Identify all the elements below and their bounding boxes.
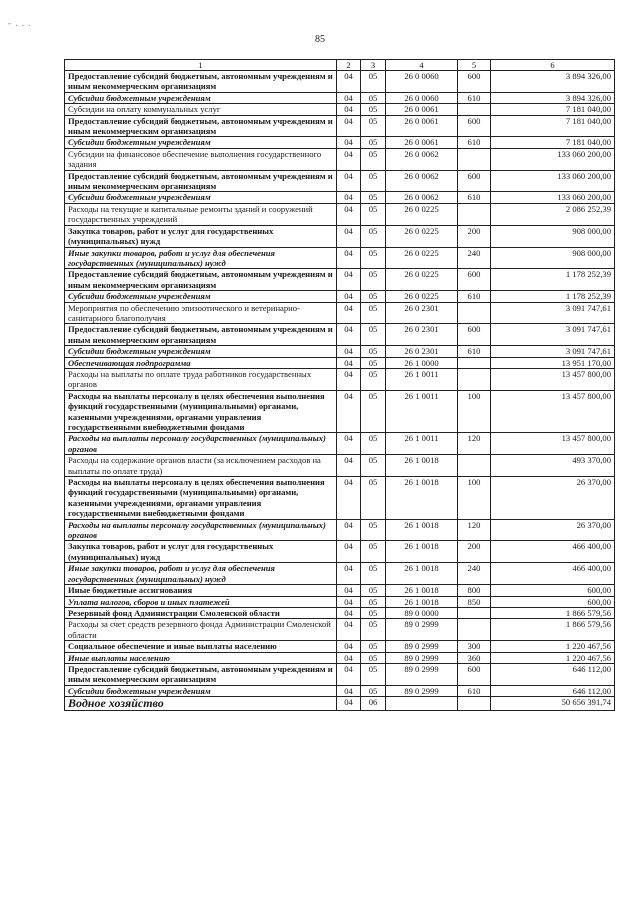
target-article-cell: 26 1 0018 xyxy=(386,455,458,477)
section-code-cell: 04 xyxy=(337,697,361,711)
target-article-cell: 26 1 0018 xyxy=(386,585,458,596)
target-article-cell: 26 0 0225 xyxy=(386,203,458,225)
row-name-cell: Субсидии бюджетным учреждениям xyxy=(65,685,337,696)
subsection-code-cell: 05 xyxy=(361,663,386,685)
row-name-cell: Обеспечивающая подпрограмма xyxy=(65,357,337,368)
section-code-cell: 04 xyxy=(337,357,361,368)
table-row xyxy=(65,455,615,477)
subsection-code-cell: 05 xyxy=(361,641,386,652)
row-name-cell: Мероприятия по обеспечению эпизоотического и ветеринарно-санитарного благополучия xyxy=(65,302,337,324)
row-name-cell: Расходы на выплаты по оплате труда работников государственных органов xyxy=(65,368,337,390)
expense-type-cell xyxy=(458,203,491,225)
row-name-cell: Субсидии на оплату коммунальных услуг xyxy=(65,104,337,115)
target-article-cell: 26 0 0060 xyxy=(386,71,458,93)
section-code-cell: 04 xyxy=(337,619,361,641)
amount-cell: 26 370,00 xyxy=(491,519,615,541)
table-row xyxy=(65,477,615,520)
amount-cell: 7 181 040,00 xyxy=(491,137,615,148)
amount-cell: 1 220 467,56 xyxy=(491,652,615,663)
amount-cell: 7 181 040,00 xyxy=(491,104,615,115)
expense-type-cell: 240 xyxy=(458,563,491,585)
amount-cell: 908 000,00 xyxy=(491,247,615,269)
target-article-cell xyxy=(386,697,458,711)
subsection-code-cell: 05 xyxy=(361,302,386,324)
row-name-cell: Расходы на выплаты персоналу государственных (муниципальных) органов xyxy=(65,519,337,541)
expense-type-cell: 610 xyxy=(458,92,491,103)
target-article-cell: 26 0 0060 xyxy=(386,92,458,103)
expense-type-cell: 300 xyxy=(458,641,491,652)
table-row xyxy=(65,607,615,618)
target-article-cell: 26 1 0018 xyxy=(386,563,458,585)
amount-cell: 1 220 467,56 xyxy=(491,641,615,652)
row-name-cell: Иные закупки товаров, работ и услуг для обеспечения государственных (муниципальных) нужд xyxy=(65,563,337,585)
target-article-cell: 26 0 2301 xyxy=(386,324,458,346)
section-code-cell: 04 xyxy=(337,346,361,357)
section-code-cell: 04 xyxy=(337,302,361,324)
header-cell-3: 3 xyxy=(361,60,386,71)
section-code-cell: 04 xyxy=(337,148,361,170)
section-code-cell: 04 xyxy=(337,596,361,607)
row-name-cell: Иные закупки товаров, работ и услуг для обеспечения государственных (муниципальных) нужд xyxy=(65,247,337,269)
row-name-cell: Закупка товаров, работ и услуг для государственных (муниципальных) нужд xyxy=(65,225,337,247)
target-article-cell: 26 1 0018 xyxy=(386,541,458,563)
section-code-cell: 04 xyxy=(337,607,361,618)
row-name-cell: Расходы за счет средств резервного фонда Администрации Смоленской области xyxy=(65,619,337,641)
subsection-code-cell: 05 xyxy=(361,137,386,148)
expense-type-cell: 600 xyxy=(458,324,491,346)
amount-cell: 13 951 170,00 xyxy=(491,357,615,368)
target-article-cell: 26 0 0225 xyxy=(386,247,458,269)
row-name-cell: Предоставление субсидий бюджетным, автономным учреждениям и иным некоммерческим организациям xyxy=(65,115,337,137)
header-row xyxy=(65,60,615,71)
target-article-cell: 26 0 0062 xyxy=(386,192,458,203)
section-code-cell: 04 xyxy=(337,291,361,302)
expense-type-cell xyxy=(458,619,491,641)
subsection-code-cell: 05 xyxy=(361,585,386,596)
amount-cell: 1 178 252,39 xyxy=(491,269,615,291)
amount-cell: 600,00 xyxy=(491,585,615,596)
amount-cell: 646 112,00 xyxy=(491,663,615,685)
table-row xyxy=(65,357,615,368)
expense-type-cell: 600 xyxy=(458,663,491,685)
row-name-cell: Предоставление субсидий бюджетным, автономным учреждениям и иным некоммерческим организациям xyxy=(65,663,337,685)
table-row xyxy=(65,368,615,390)
table-row xyxy=(65,619,615,641)
section-code-cell: 04 xyxy=(337,368,361,390)
table-row xyxy=(65,585,615,596)
target-article-cell: 89 0 2999 xyxy=(386,652,458,663)
table-row xyxy=(65,170,615,192)
amount-cell: 908 000,00 xyxy=(491,225,615,247)
section-code-cell: 04 xyxy=(337,663,361,685)
section-code-cell: 04 xyxy=(337,641,361,652)
subsection-code-cell: 05 xyxy=(361,148,386,170)
amount-cell: 466 400,00 xyxy=(491,541,615,563)
amount-cell: 13 457 800,00 xyxy=(491,368,615,390)
target-article-cell: 26 0 2301 xyxy=(386,346,458,357)
row-name-cell: Предоставление субсидий бюджетным, автономным учреждениям и иным некоммерческим организациям xyxy=(65,170,337,192)
header-cell-1: 1 xyxy=(65,60,337,71)
subsection-code-cell: 05 xyxy=(361,685,386,696)
subsection-code-cell: 05 xyxy=(361,619,386,641)
target-article-cell: 26 0 0061 xyxy=(386,137,458,148)
expense-type-cell xyxy=(458,104,491,115)
page-number: 85 xyxy=(315,34,325,45)
subsection-code-cell: 05 xyxy=(361,203,386,225)
subsection-code-cell: 05 xyxy=(361,563,386,585)
section-code-cell: 04 xyxy=(337,269,361,291)
row-name-cell: Предоставление субсидий бюджетным, автономным учреждениям и иным некоммерческим организациям xyxy=(65,324,337,346)
table-row xyxy=(65,541,615,563)
row-name-cell: Предоставление субсидий бюджетным, автономным учреждениям и иным некоммерческим организациям xyxy=(65,71,337,93)
section-code-cell: 04 xyxy=(337,390,361,433)
section-code-cell: 04 xyxy=(337,203,361,225)
expense-type-cell: 610 xyxy=(458,346,491,357)
table-row xyxy=(65,663,615,685)
amount-cell: 3 091 747,61 xyxy=(491,346,615,357)
table-row xyxy=(65,92,615,103)
subsection-code-cell: 05 xyxy=(361,192,386,203)
table-row xyxy=(65,137,615,148)
expense-type-cell: 200 xyxy=(458,541,491,563)
expense-type-cell: 800 xyxy=(458,585,491,596)
target-article-cell: 89 0 2999 xyxy=(386,663,458,685)
target-article-cell: 89 0 2999 xyxy=(386,641,458,652)
target-article-cell: 89 0 2999 xyxy=(386,685,458,696)
table-row xyxy=(65,596,615,607)
header-cell-4: 4 xyxy=(386,60,458,71)
amount-cell: 1 866 579,56 xyxy=(491,607,615,618)
table-row xyxy=(65,652,615,663)
subsection-code-cell: 05 xyxy=(361,433,386,455)
expense-type-cell: 610 xyxy=(458,192,491,203)
table-row xyxy=(65,519,615,541)
subsection-code-cell: 05 xyxy=(361,104,386,115)
target-article-cell: 26 1 0011 xyxy=(386,433,458,455)
header-cell-6: 6 xyxy=(491,60,615,71)
subsection-code-cell: 06 xyxy=(361,697,386,711)
amount-cell: 3 894 326,00 xyxy=(491,92,615,103)
expense-type-cell: 610 xyxy=(458,291,491,302)
section-code-cell: 04 xyxy=(337,433,361,455)
amount-cell: 13 457 800,00 xyxy=(491,390,615,433)
row-name-cell: Расходы на выплаты персоналу в целях обеспечения выполнения функций государственными (муниципальными) органами, казенными учреждениями, органами управления государственными внебюджетными фондами xyxy=(65,477,337,520)
amount-cell: 133 060 200,00 xyxy=(491,148,615,170)
amount-cell: 50 656 391,74 xyxy=(491,697,615,711)
target-article-cell: 26 0 0061 xyxy=(386,115,458,137)
amount-cell: 7 181 040,00 xyxy=(491,115,615,137)
subsection-code-cell: 05 xyxy=(361,477,386,520)
section-code-cell: 04 xyxy=(337,455,361,477)
amount-cell: 3 091 747,61 xyxy=(491,324,615,346)
section-code-cell: 04 xyxy=(337,652,361,663)
subsection-code-cell: 05 xyxy=(361,541,386,563)
table-row xyxy=(65,563,615,585)
header-cell-5: 5 xyxy=(458,60,491,71)
table-row xyxy=(65,148,615,170)
section-code-cell: 04 xyxy=(337,324,361,346)
section-code-cell: 04 xyxy=(337,225,361,247)
amount-cell: 466 400,00 xyxy=(491,563,615,585)
amount-cell: 133 060 200,00 xyxy=(491,170,615,192)
expense-type-cell: 600 xyxy=(458,71,491,93)
subsection-code-cell: 05 xyxy=(361,225,386,247)
subsection-code-cell: 05 xyxy=(361,652,386,663)
row-name-cell: Расходы на текущие и капитальные ремонты зданий и сооружений государственных учреждений xyxy=(65,203,337,225)
row-name-cell: Субсидии бюджетным учреждениям xyxy=(65,137,337,148)
subsection-code-cell: 05 xyxy=(361,115,386,137)
subsection-code-cell: 05 xyxy=(361,390,386,433)
subsection-code-cell: 05 xyxy=(361,607,386,618)
amount-cell: 3 894 326,00 xyxy=(491,71,615,93)
section-code-cell: 04 xyxy=(337,71,361,93)
subsection-code-cell: 05 xyxy=(361,92,386,103)
target-article-cell: 26 0 0225 xyxy=(386,269,458,291)
amount-cell: 3 091 747,61 xyxy=(491,302,615,324)
table-row xyxy=(65,641,615,652)
target-article-cell: 26 1 0011 xyxy=(386,368,458,390)
section-code-cell: 04 xyxy=(337,137,361,148)
amount-cell: 600,00 xyxy=(491,596,615,607)
subsection-code-cell: 05 xyxy=(361,346,386,357)
table-row xyxy=(65,324,615,346)
subsection-code-cell: 05 xyxy=(361,291,386,302)
table-row xyxy=(65,192,615,203)
expense-type-cell: 850 xyxy=(458,596,491,607)
row-name-cell: Водное хозяйство xyxy=(65,697,337,711)
row-name-cell: Закупка товаров, работ и услуг для государственных (муниципальных) нужд xyxy=(65,541,337,563)
section-code-cell: 04 xyxy=(337,585,361,596)
subsection-code-cell: 05 xyxy=(361,71,386,93)
subsection-code-cell: 05 xyxy=(361,357,386,368)
expense-type-cell xyxy=(458,607,491,618)
row-name-cell: Расходы на содержание органов власти (за исключением расходов на выплаты по оплате труда) xyxy=(65,455,337,477)
row-name-cell: Субсидии бюджетным учреждениям xyxy=(65,291,337,302)
row-name-cell: Предоставление субсидий бюджетным, автономным учреждениям и иным некоммерческим организациям xyxy=(65,269,337,291)
row-name-cell: Иные бюджетные ассигнования xyxy=(65,585,337,596)
target-article-cell: 26 1 0000 xyxy=(386,357,458,368)
amount-cell: 1 178 252,39 xyxy=(491,291,615,302)
subsection-code-cell: 05 xyxy=(361,519,386,541)
target-article-cell: 26 0 0061 xyxy=(386,104,458,115)
amount-cell: 493 370,00 xyxy=(491,455,615,477)
header-cell-2: 2 xyxy=(337,60,361,71)
target-article-cell: 26 1 0011 xyxy=(386,390,458,433)
table-row xyxy=(65,291,615,302)
subsection-code-cell: 05 xyxy=(361,596,386,607)
subsection-code-cell: 05 xyxy=(361,455,386,477)
expense-type-cell: 600 xyxy=(458,269,491,291)
expense-type-cell: 120 xyxy=(458,433,491,455)
table-row xyxy=(65,225,615,247)
section-code-cell: 04 xyxy=(337,170,361,192)
table-row xyxy=(65,203,615,225)
table-row xyxy=(65,346,615,357)
target-article-cell: 26 0 0062 xyxy=(386,148,458,170)
section-code-cell: 04 xyxy=(337,92,361,103)
target-article-cell: 26 0 0225 xyxy=(386,291,458,302)
expense-type-cell: 100 xyxy=(458,477,491,520)
target-article-cell: 26 0 0062 xyxy=(386,170,458,192)
row-name-cell: Иные выплаты населению xyxy=(65,652,337,663)
row-name-cell: Социальное обеспечение и иные выплаты населению xyxy=(65,641,337,652)
expense-type-cell: 610 xyxy=(458,685,491,696)
section-code-cell: 04 xyxy=(337,541,361,563)
target-article-cell: 89 0 0000 xyxy=(386,607,458,618)
row-name-cell: Расходы на выплаты персоналу государственных (муниципальных) органов xyxy=(65,433,337,455)
expense-type-cell: 600 xyxy=(458,170,491,192)
target-article-cell: 26 0 0225 xyxy=(386,225,458,247)
subsection-code-cell: 05 xyxy=(361,368,386,390)
expense-type-cell: 100 xyxy=(458,390,491,433)
section-code-cell: 04 xyxy=(337,685,361,696)
target-article-cell: 26 1 0018 xyxy=(386,477,458,520)
budget-table xyxy=(64,59,615,711)
target-article-cell: 26 1 0018 xyxy=(386,596,458,607)
row-name-cell: Субсидии бюджетным учреждениям xyxy=(65,346,337,357)
amount-cell: 1 866 579,56 xyxy=(491,619,615,641)
amount-cell: 2 086 252,39 xyxy=(491,203,615,225)
expense-type-cell: 120 xyxy=(458,519,491,541)
table-row xyxy=(65,269,615,291)
expense-type-cell xyxy=(458,148,491,170)
table-row xyxy=(65,247,615,269)
target-article-cell: 26 1 0018 xyxy=(386,519,458,541)
row-name-cell: Уплата налогов, сборов и иных платежей xyxy=(65,596,337,607)
expense-type-cell: 200 xyxy=(458,225,491,247)
amount-cell: 13 457 800,00 xyxy=(491,433,615,455)
table-row xyxy=(65,115,615,137)
table-row xyxy=(65,104,615,115)
target-article-cell: 89 0 2999 xyxy=(386,619,458,641)
section-code-cell: 04 xyxy=(337,192,361,203)
expense-type-cell xyxy=(458,357,491,368)
table-row xyxy=(65,685,615,696)
table-row xyxy=(65,697,615,711)
amount-cell: 646 112,00 xyxy=(491,685,615,696)
section-code-cell: 04 xyxy=(337,104,361,115)
expense-type-cell xyxy=(458,368,491,390)
section-code-cell: 04 xyxy=(337,477,361,520)
row-name-cell: Субсидии бюджетным учреждениям xyxy=(65,192,337,203)
target-article-cell: 26 0 2301 xyxy=(386,302,458,324)
expense-type-cell xyxy=(458,302,491,324)
expense-type-cell xyxy=(458,455,491,477)
table-row xyxy=(65,390,615,433)
table-row xyxy=(65,71,615,93)
expense-type-cell: 600 xyxy=(458,115,491,137)
expense-type-cell: 610 xyxy=(458,137,491,148)
subsection-code-cell: 05 xyxy=(361,324,386,346)
amount-cell: 26 370,00 xyxy=(491,477,615,520)
row-name-cell: Субсидии на финансовое обеспечение выполнения государственного задания xyxy=(65,148,337,170)
expense-type-cell: 240 xyxy=(458,247,491,269)
row-name-cell: Резервный фонд Администрации Смоленской области xyxy=(65,607,337,618)
subsection-code-cell: 05 xyxy=(361,247,386,269)
row-name-cell: Субсидии бюджетным учреждениям xyxy=(65,92,337,103)
subsection-code-cell: 05 xyxy=(361,170,386,192)
section-code-cell: 04 xyxy=(337,115,361,137)
row-name-cell: Расходы на выплаты персоналу в целях обеспечения выполнения функций государственными (муниципальными) органами, казенными учреждениями, органами управления государственными внебюджетными фондами xyxy=(65,390,337,433)
expense-type-cell: 360 xyxy=(458,652,491,663)
table-row xyxy=(65,433,615,455)
expense-type-cell xyxy=(458,697,491,711)
amount-cell: 133 060 200,00 xyxy=(491,192,615,203)
corner-mark: - . . . xyxy=(8,18,32,28)
section-code-cell: 04 xyxy=(337,563,361,585)
table-row xyxy=(65,302,615,324)
section-code-cell: 04 xyxy=(337,519,361,541)
subsection-code-cell: 05 xyxy=(361,269,386,291)
section-code-cell: 04 xyxy=(337,247,361,269)
